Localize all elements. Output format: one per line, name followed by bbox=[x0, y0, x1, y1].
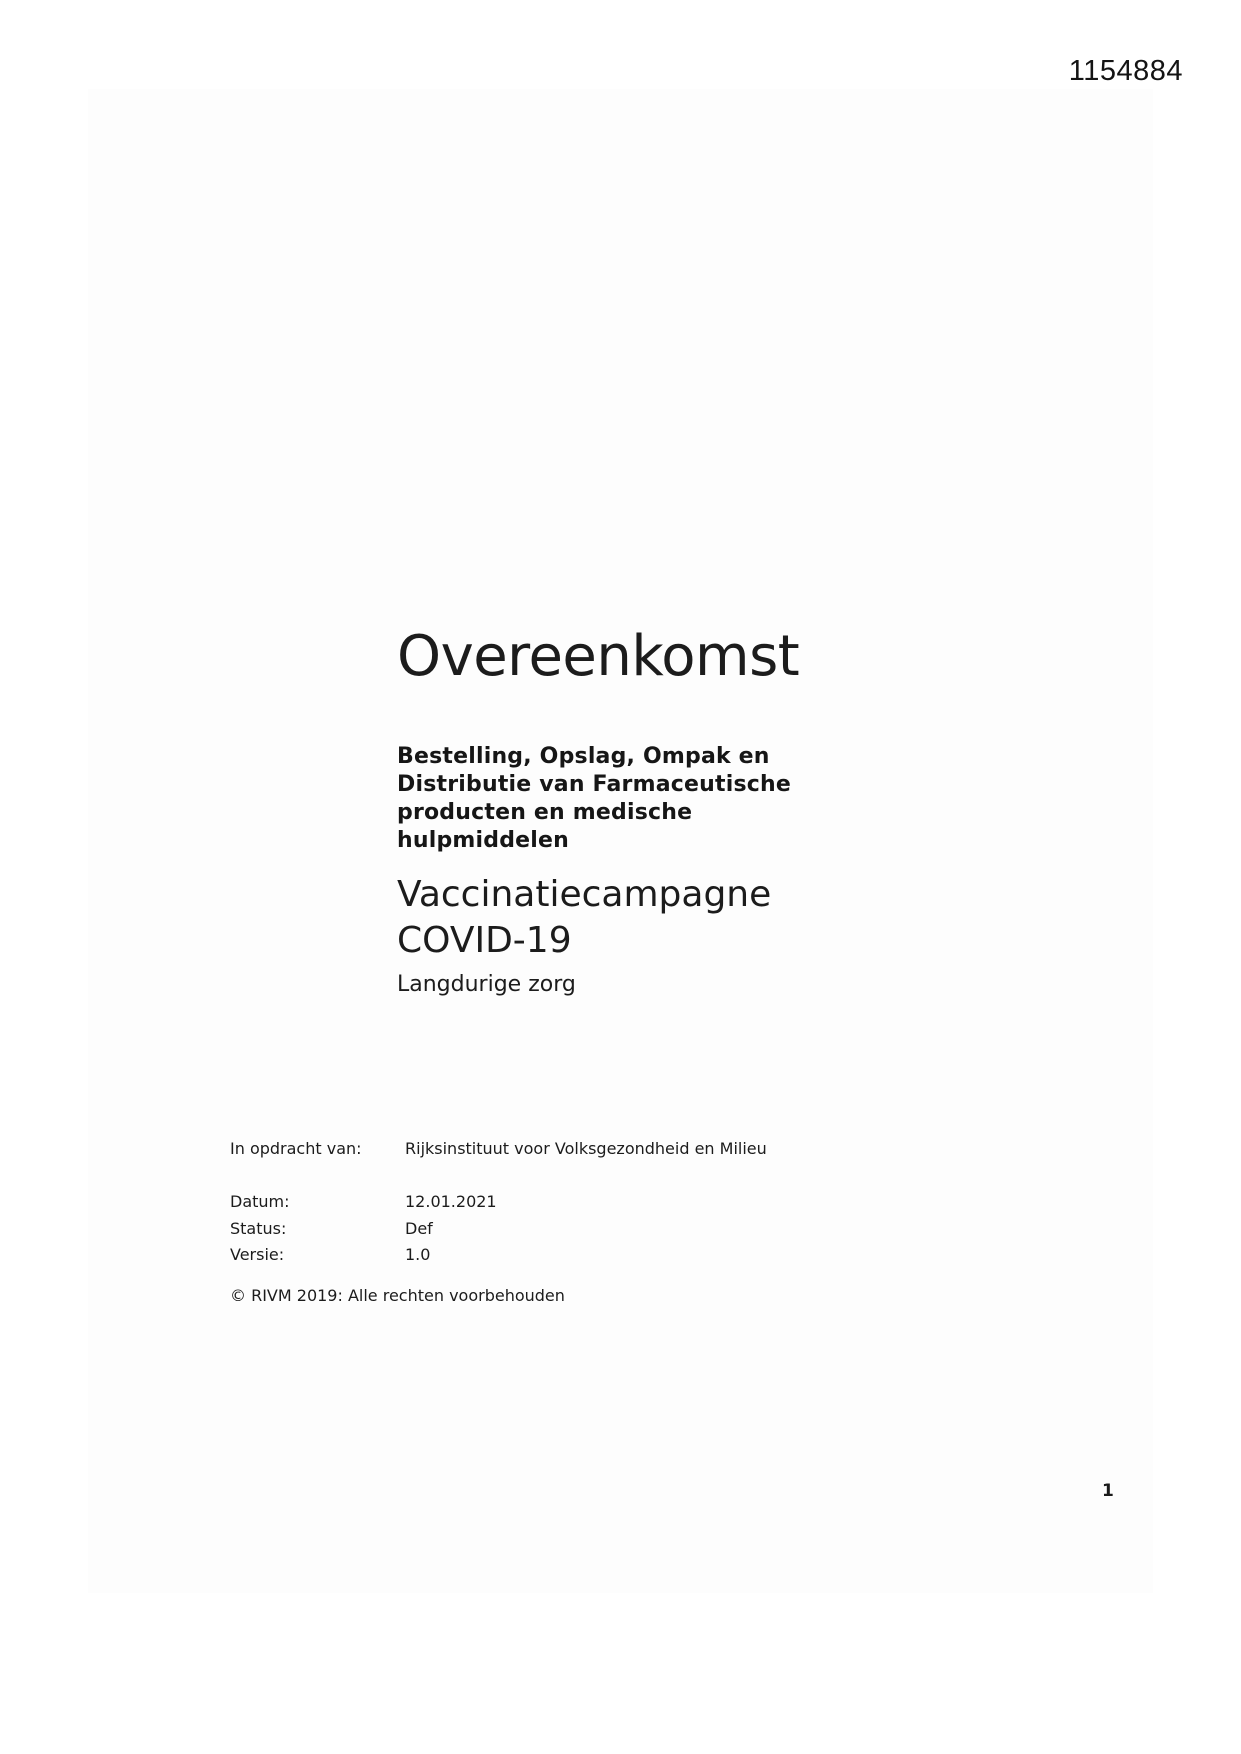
meta-row-commissioned-by bbox=[230, 1139, 767, 1159]
subtitle-line: Distributie van Farmaceutische bbox=[397, 772, 791, 797]
care-type-label: Langdurige zorg bbox=[397, 972, 576, 997]
document-id-number: 1154884 bbox=[1068, 55, 1183, 87]
meta-row-date bbox=[230, 1192, 497, 1212]
copyright-notice: © RIVM 2019: Alle rechten voorbehouden bbox=[230, 1286, 565, 1305]
meta-label: Versie: bbox=[230, 1245, 285, 1264]
document-subtitle bbox=[397, 743, 791, 855]
meta-value: Rijksinstituut voor Volksgezondheid en Milieu bbox=[405, 1139, 767, 1158]
page-number: 1 bbox=[1102, 1481, 1114, 1501]
meta-row-status bbox=[230, 1219, 433, 1239]
document-title: Overeenkomst bbox=[397, 624, 800, 689]
meta-value: 12.01.2021 bbox=[405, 1192, 497, 1211]
subtitle-line: Bestelling, Opslag, Ompak en bbox=[397, 744, 770, 769]
document-page bbox=[88, 89, 1153, 1593]
meta-value: 1.0 bbox=[405, 1245, 431, 1264]
meta-label: In opdracht van: bbox=[230, 1139, 362, 1158]
meta-label: Datum: bbox=[230, 1192, 290, 1211]
campaign-title-line: COVID-19 bbox=[397, 920, 572, 961]
subtitle-line: producten en medische bbox=[397, 800, 693, 825]
campaign-title bbox=[397, 872, 771, 964]
meta-row-version bbox=[230, 1245, 430, 1265]
subtitle-line: hulpmiddelen bbox=[397, 828, 570, 853]
campaign-title-line: Vaccinatiecampagne bbox=[397, 874, 772, 915]
meta-label: Status: bbox=[230, 1219, 287, 1238]
meta-value: Def bbox=[405, 1219, 433, 1238]
